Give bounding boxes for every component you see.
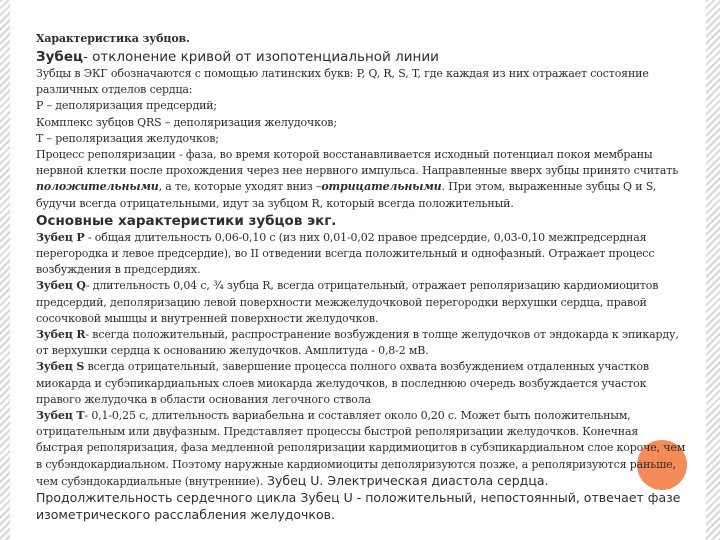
wave-q-label: Зубец Q — [36, 279, 86, 293]
wave-r-text: - всегда положительный, распространение возбуждения в толще желудочков от эндокарда к эпикарду, от верхушки сердца к основанию желудочков. Амплитуда - 0,8-2 мВ. — [36, 328, 679, 358]
wave-s-label: Зубец S — [36, 360, 85, 374]
decorative-right-border — [706, 0, 720, 540]
t-wave-line: Т – реполяризация желудочков; — [36, 131, 219, 145]
repolarization-paragraph — [36, 147, 688, 212]
repol-positive: положительными — [36, 180, 159, 194]
wave-t-label: Зубец T — [36, 409, 85, 423]
definition — [36, 48, 688, 66]
p-wave-line: Р – деполяризация предсердий; — [36, 99, 217, 113]
wave-q-text: - длительность 0,04 с, ¾ зубца R, всегда отрицательный, отражает реполяризацию кардиомиоцитов предсердий, деполяризацию левой поверхности межжелудочковой перегородки верхушки сердца, правой сосочковой мышцы и внутренней поверхности желудочков. — [36, 279, 659, 325]
wave-r-label: Зубец R — [36, 328, 86, 342]
decorative-left-border — [0, 0, 10, 540]
qrs-line: Комплекс зубцов QRS – деполяризация желудочков; — [36, 115, 337, 129]
wave-t-paragraph — [36, 408, 688, 524]
wave-r-paragraph — [36, 327, 688, 359]
wave-q-paragraph — [36, 278, 688, 327]
wave-u-text: Зубец U. Электрическая диастола сердца. Продолжительность сердечного цикла Зубец U - положительный, непостоянный, отвечает фазе изометрического расслабления желудочков. — [36, 472, 681, 523]
wave-s-paragraph — [36, 359, 688, 408]
slide-title: Характеристика зубцов. — [36, 32, 190, 45]
repol-text-3: . При этом, выраженные зубцы Q и S, будучи всегда отрицательными, идут за зубцом R, который всегда положительный. — [36, 180, 657, 210]
repol-negative: отрицательными — [321, 180, 442, 194]
wave-s-text: всегда отрицательный, завершение процесса полного охвата возбуждением отдаленных участков миокарда и субэпикардиальных слоев миокарда желудочков, в последнюю очередь возбуждается участок правого желудочка в области основания легочного ствола — [36, 360, 649, 406]
slide-content — [36, 30, 688, 524]
repol-text-1: Процесс реполяризации - фаза, во время которой восстанавливается исходный потенциал покоя мембраны нервной клетки после прохождения через нее нервного импульса. Направленные вверх зубцы принято считать — [36, 148, 679, 178]
intro-paragraph: Зубцы в ЭКГ обозначаются с помощью латинских букв: P, Q, R, S, T, где каждая из них отражает состояние различных отделов сердца: — [36, 67, 649, 97]
wave-p-text: - общая длительность 0,06-0,10 с (из них 0,01-0,02 правое предсердие, 0,03-0,10 межпредсердная перегородка и левое предсердие), во II отведении всегда положительный и однофазный. Отражает процесс возбуждения в предсердиях. — [36, 230, 655, 277]
repol-text-2: , а те, которые уходят вниз – — [158, 180, 322, 194]
wave-t-text: - 0,1-0,25 с, длительность вариабельна и составляет около 0,20 с. Может быть положительным, отрицательным или двуфазным. Представляет процессы быстрой реполяризации желудочков. Конечная быстрая реполяризация, фаза медленной реполяризации кардимиоцитов в субэпикардиальном слое короче, чем в субэндокардиальном. Поэтому наружные кардиомиоциты деполяризуются позже, а реполяризуются раньше, чем субэндокардиальные (внутренние). — [36, 409, 686, 488]
definition-term: Зубец — [36, 49, 83, 65]
main-heading: Основные характеристики зубцов экг. — [36, 212, 337, 229]
wave-p-label: Зубец P — [36, 230, 85, 244]
definition-text: - отклонение кривой от изопотенциальной линии — [82, 49, 439, 65]
wave-p-paragraph — [36, 230, 688, 279]
